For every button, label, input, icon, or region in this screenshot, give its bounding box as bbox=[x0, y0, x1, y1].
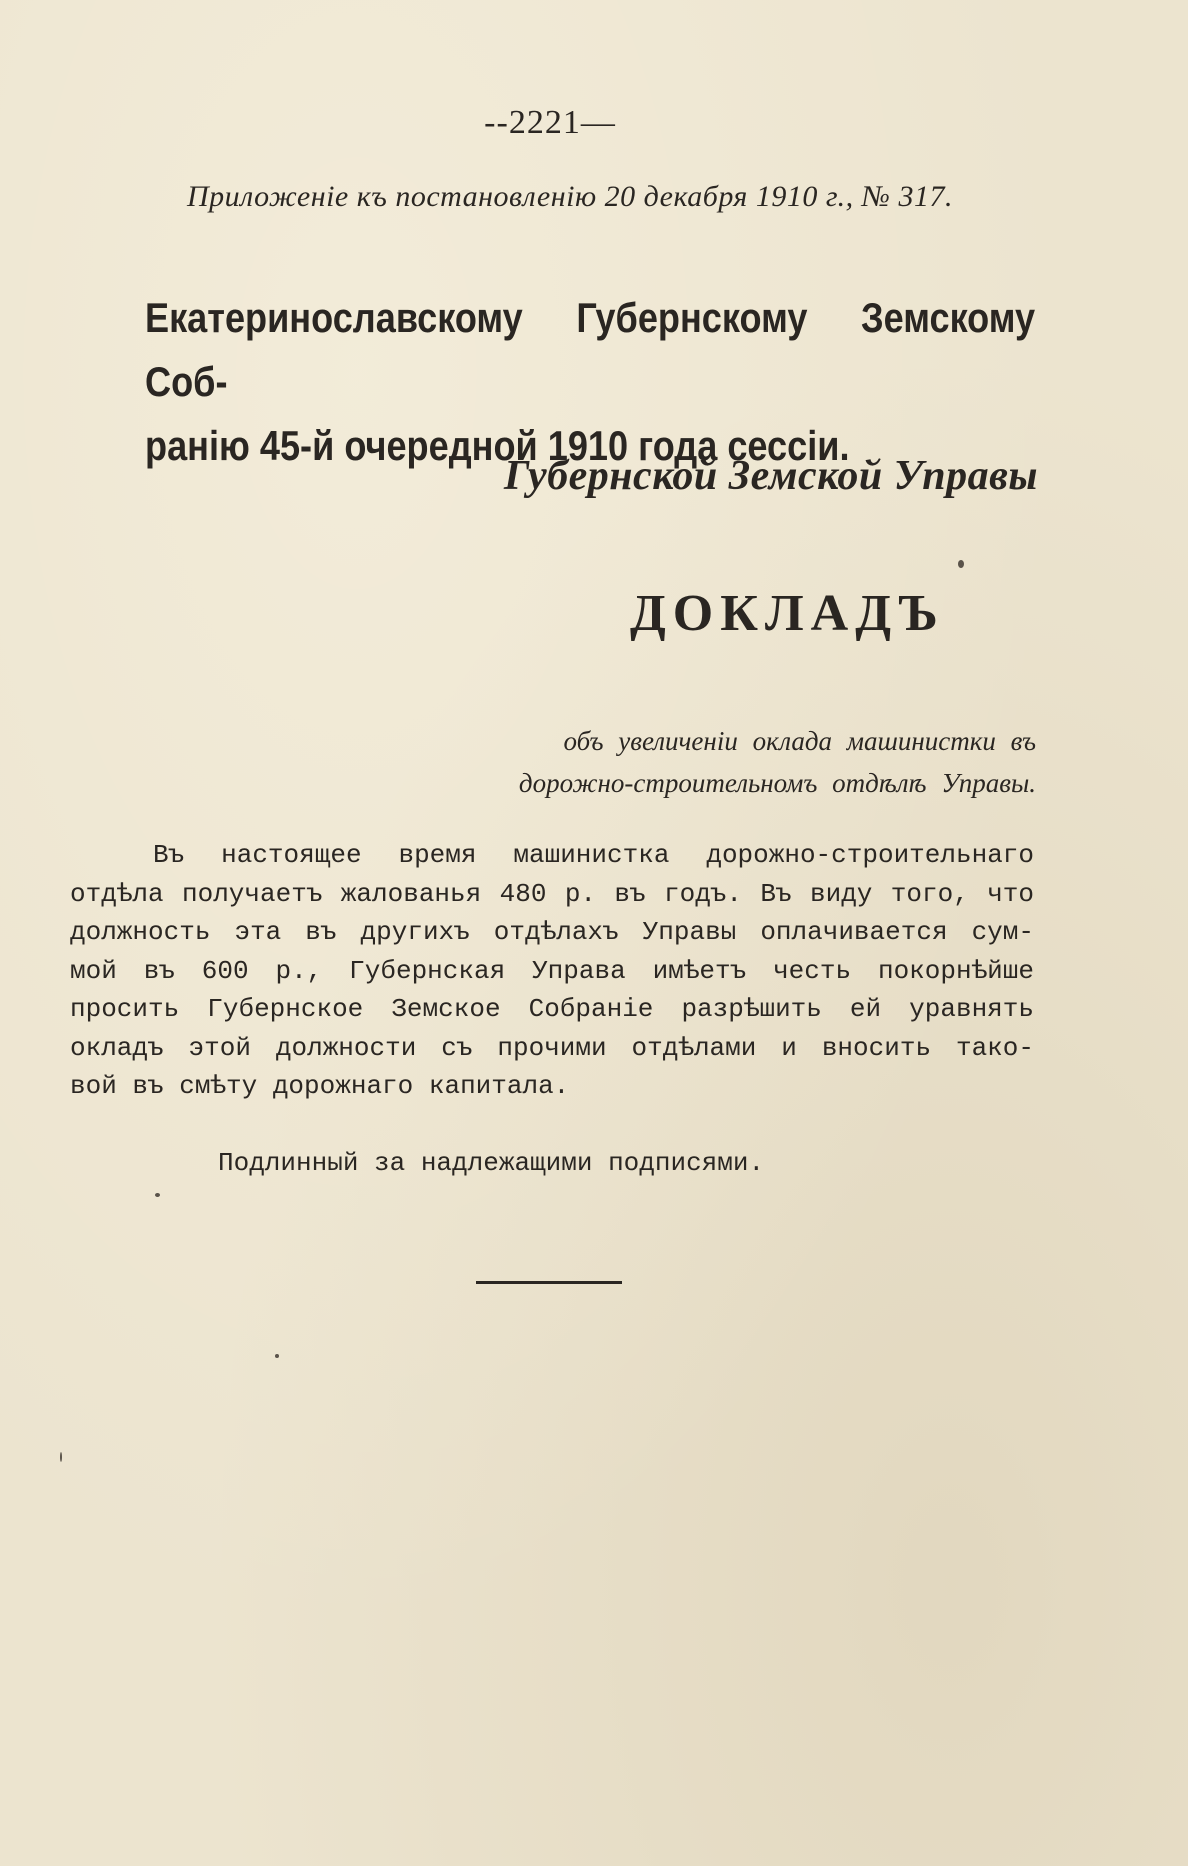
paper-speck bbox=[958, 560, 964, 568]
body-line: мой въ 600 р., Губернская Управа имѣетъ честь покорнѣйше bbox=[70, 955, 1034, 986]
appendix-note: Приложеніе къ постановленію 20 декабря 1910 г., № 317. bbox=[187, 180, 953, 213]
paper-speck bbox=[155, 1193, 160, 1197]
board-name: Губернской Земской Управы bbox=[503, 453, 1038, 499]
body-line: окладъ этой должности съ прочими отдѣлами и вносить тако- bbox=[70, 1032, 1034, 1063]
page-number: --2221— bbox=[484, 104, 616, 141]
paper-speck bbox=[275, 1354, 279, 1358]
subject-line-2: дорожно-строительномъ отдѣлѣ Управы. bbox=[518, 768, 1036, 798]
document-heading bbox=[145, 286, 1035, 478]
heading-line-1: Екатеринославскому Губернскому Земскому Соб- bbox=[145, 294, 1036, 405]
body-line: Въ настоящее время машинистка дорожно-строительнаго bbox=[153, 840, 1034, 870]
closing-rule bbox=[476, 1281, 622, 1284]
subject-line-1: объ увеличеніи оклада машинистки въ bbox=[563, 726, 1036, 756]
body-line: должность эта въ другихъ отдѣлахъ Управы оплачивается сум- bbox=[70, 917, 1034, 947]
body-line: вой въ смѣту дорожнаго капитала. bbox=[70, 1071, 570, 1101]
body-line: просить Губернское Земское Собраніе разрѣшить ей уравнять bbox=[70, 994, 1034, 1024]
paper-speck bbox=[60, 1452, 62, 1462]
report-title: ДОКЛАДЪ bbox=[630, 585, 945, 642]
body-line: отдѣла получаетъ жалованья 480 р. въ годъ. Въ виду того, что bbox=[70, 878, 1034, 909]
signature-note: Подлинный за надлежащими подписями. bbox=[218, 1148, 765, 1178]
heading-line-2: ранію 45-й очередной 1910 года сессіи. bbox=[145, 422, 850, 469]
report-subject bbox=[519, 720, 1036, 804]
report-body bbox=[70, 836, 1034, 1106]
